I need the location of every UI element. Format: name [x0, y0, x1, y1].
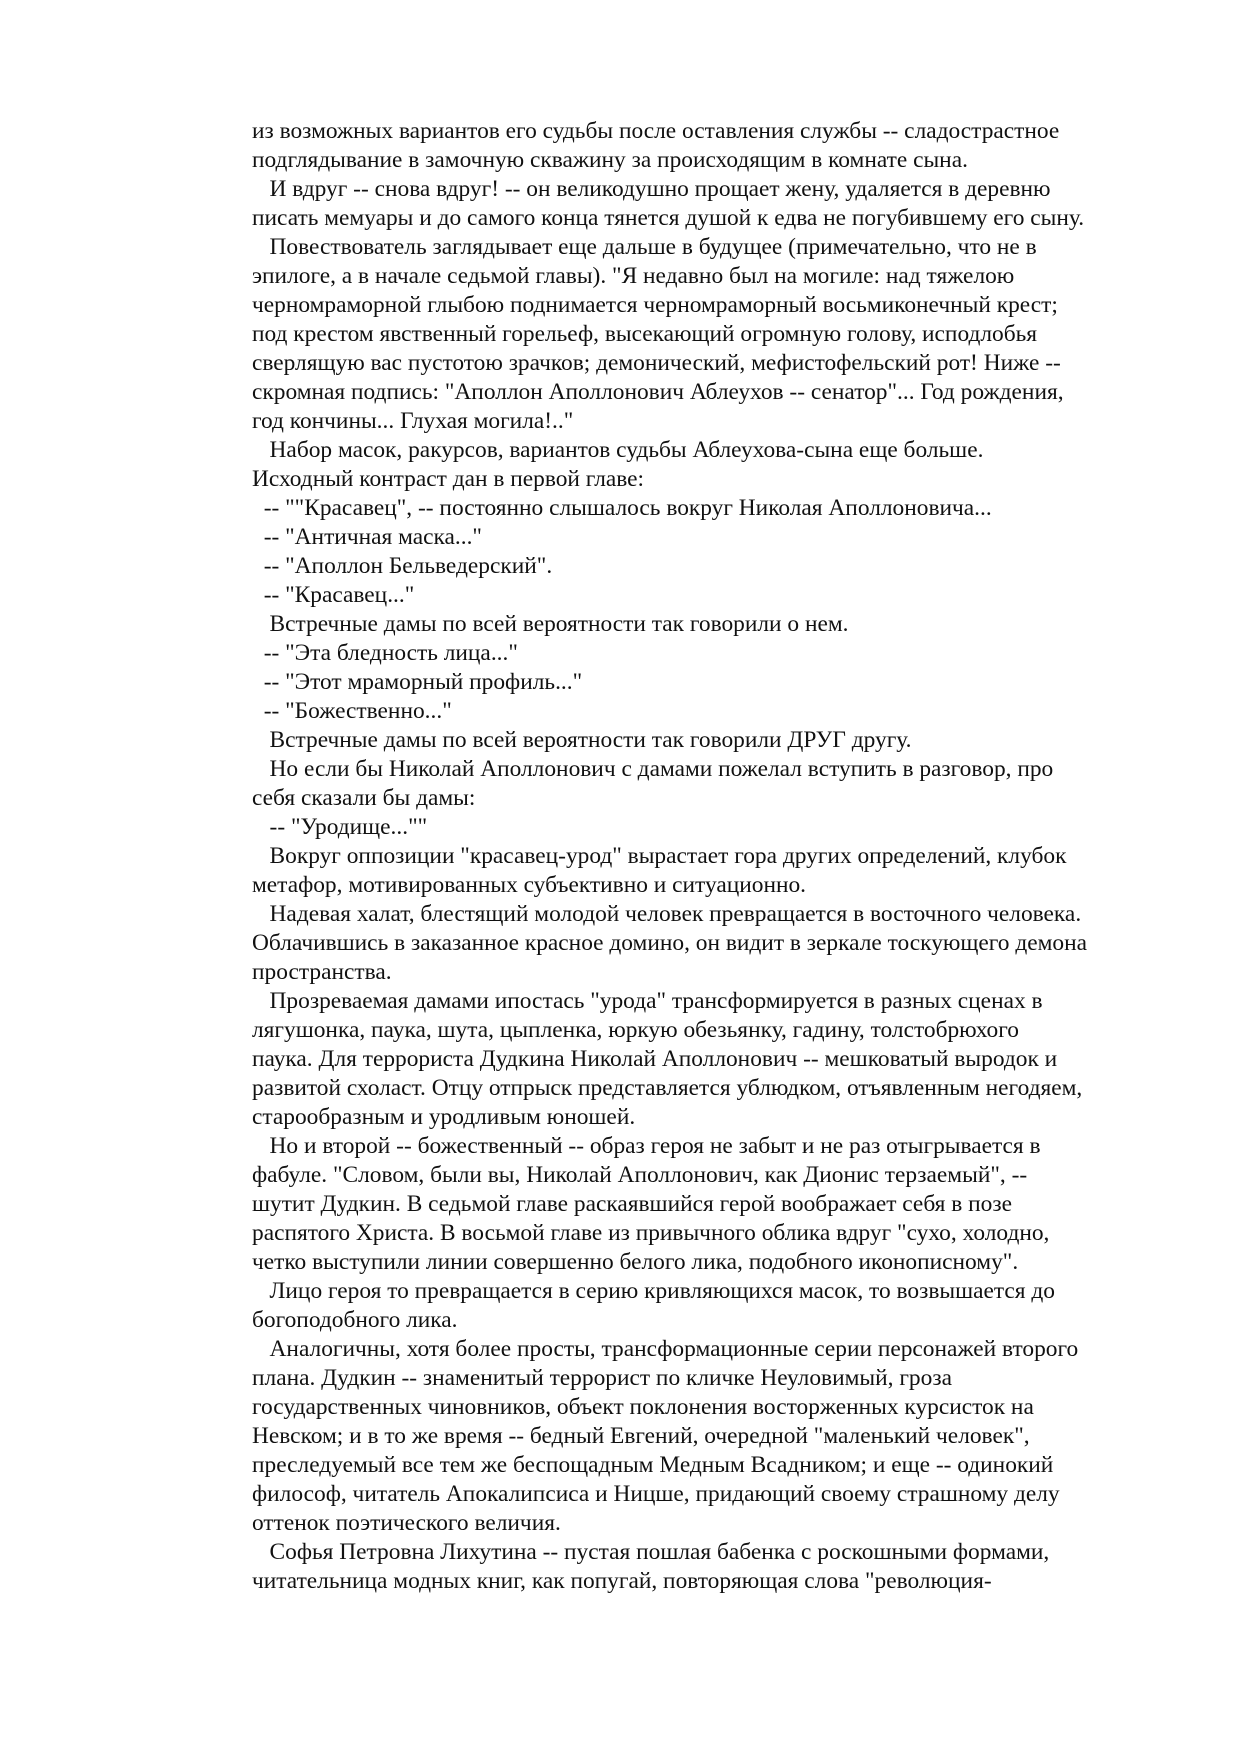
text-line: Аналогичны, хотя более просты, трансформационные серии персонажей второго: [252, 1336, 1079, 1362]
text-line: Встречные дамы по всей вероятности так говорили ДРУГ другу.: [252, 727, 912, 753]
text-line: государственных чиновников, объект поклонения восторженных курсисток на: [252, 1394, 1034, 1420]
text-line: Набор масок, ракурсов, вариантов судьбы Аблеухова-сына еще больше.: [252, 437, 984, 463]
text-line: из возможных вариантов его судьбы после оставления службы -- сладострастное: [252, 118, 1060, 144]
text-line: шутит Дудкин. В седьмой главе раскаявшийся герой воображает себя в позе: [252, 1191, 1012, 1217]
text-line: лягушонка, паука, шута, цыпленка, юркую обезьянку, гадину, толстобрюхого: [252, 1017, 1019, 1043]
text-line: паука. Для террориста Дудкина Николай Аполлонович -- мешковатый выродок и: [252, 1046, 1058, 1072]
text-line: Лицо героя то превращается в серию кривляющихся масок, то возвышается до: [252, 1278, 1055, 1304]
text-line: -- "Античная маска...": [252, 524, 482, 550]
text-line: Прозреваемая дамами ипостась "урода" трансформируется в разных сценах в: [252, 988, 1043, 1014]
text-line: подглядывание в замочную скважину за происходящим в комнате сына.: [252, 147, 968, 173]
text-line: метафор, мотивированных субъективно и ситуационно.: [252, 872, 807, 898]
text-line: эпилоге, а в начале седьмой главы). "Я недавно был на могиле: над тяжелою: [252, 263, 1015, 289]
text-line: Но если бы Николай Аполлонович с дамами пожелал вступить в разговор, про: [252, 756, 1054, 782]
text-line: Невском; и в то же время -- бедный Евгений, очередной "маленький человек",: [252, 1423, 1030, 1449]
text-line: -- ""Красавец", -- постоянно слышалось вокруг Николая Аполлоновича...: [252, 495, 992, 521]
text-line: себя сказали бы дамы:: [252, 785, 476, 811]
text-line: Вокруг оппозиции "красавец-урод" вырастает гора других определений, клубок: [252, 843, 1067, 869]
body-text: [252, 117, 1172, 1596]
text-line: преследуемый все тем же беспощадным Медным Всадником; и еще -- одинокий: [252, 1452, 1054, 1478]
text-line: распятого Христа. В восьмой главе из привычного облика вдруг "сухо, холодно,: [252, 1220, 1050, 1246]
text-line: богоподобного лика.: [252, 1307, 458, 1333]
text-line: -- "Божественно...": [252, 698, 452, 724]
text-line: Встречные дамы по всей вероятности так говорили о нем.: [252, 611, 849, 637]
text-line: -- "Этот мраморный профиль...": [252, 669, 583, 695]
text-line: черномраморной глыбою поднимается черномраморный восьмиконечный крест;: [252, 292, 1058, 318]
text-line: читательница модных книг, как попугай, повторяющая слова "революция-: [252, 1568, 992, 1594]
text-line: Исходный контраст дан в первой главе:: [252, 466, 645, 492]
text-line: скромная подпись: "Аполлон Аполлонович Аблеухов -- сенатор"... Год рождения,: [252, 379, 1064, 405]
text-line: под крестом явственный горельеф, высекающий огромную голову, исподлобья: [252, 321, 1038, 347]
text-line: -- "Аполлон Бельведерский".: [252, 553, 553, 579]
text-line: фабуле. "Словом, были вы, Николай Аполлонович, как Дионис терзаемый", --: [252, 1162, 1028, 1188]
text-line: Надевая халат, блестящий молодой человек превращается в восточного человека.: [252, 901, 1082, 927]
text-line: Повествователь заглядывает еще дальше в будущее (примечательно, что не в: [252, 234, 1037, 260]
text-line: Софья Петровна Лихутина -- пустая пошлая бабенка с роскошными формами,: [252, 1539, 1050, 1565]
text-line: год кончины... Глухая могила!..": [252, 408, 574, 434]
text-line: четко выступили линии совершенно белого лика, подобного иконописному".: [252, 1249, 1019, 1275]
text-line: пространства.: [252, 959, 392, 985]
text-line: развитой схоласт. Отцу отпрыск представляется ублюдком, отъявленным негодяем,: [252, 1075, 1083, 1101]
text-line: -- "Красавец...": [252, 582, 415, 608]
text-line: философ, читатель Апокалипсиса и Ницше, придающий своему страшному делу: [252, 1481, 1060, 1507]
text-line: Облачившись в заказанное красное домино, он видит в зеркале тоскующего демона: [252, 930, 1088, 956]
text-line: оттенок поэтического величия.: [252, 1510, 561, 1536]
text-line: -- "Уродище..."": [252, 814, 428, 840]
text-line: Но и второй -- божественный -- образ героя не забыт и не раз отыгрывается в: [252, 1133, 1041, 1159]
text-line: сверлящую вас пустотою зрачков; демонический, мефистофельский рот! Ниже --: [252, 350, 1061, 376]
text-line: И вдруг -- снова вдруг! -- он великодушно прощает жену, удаляется в деревню: [252, 176, 1051, 202]
text-line: плана. Дудкин -- знаменитый террорист по кличке Неуловимый, гроза: [252, 1365, 952, 1391]
text-line: писать мемуары и до самого конца тянется душой к едва не погубившему его сыну.: [252, 205, 1085, 231]
text-line: -- "Эта бледность лица...": [252, 640, 518, 666]
text-line: старообразным и уродливым юношей.: [252, 1104, 636, 1130]
